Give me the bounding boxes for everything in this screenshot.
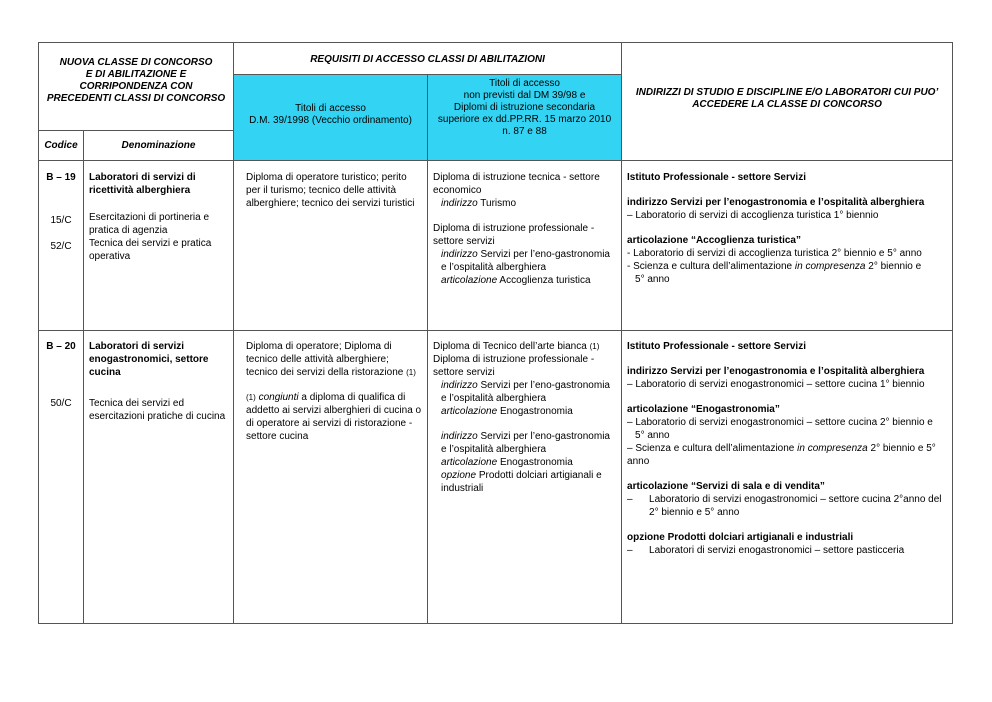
articolazione-item-text: 2° biennio e 5° (867, 443, 936, 454)
indirizzo-item: – Laboratorio di servizi di accoglienza turistica 1° biennio (627, 210, 879, 221)
label-opzione: opzione (441, 470, 477, 481)
diploma-text: Diploma di istruzione professionale - settore servizi (433, 223, 595, 247)
footnote-ref: (1) (246, 393, 256, 402)
articolazione-text: Accoglienza turistica (497, 275, 591, 286)
articolazione-text: Enogastronomia (497, 457, 573, 468)
sala-item (627, 493, 947, 519)
istituto-title: Istituto Professionale - settore Servizi (627, 172, 806, 183)
footnote-ref: (1) (589, 342, 600, 351)
label-articolazione: articolazione (441, 457, 498, 468)
titoli-vecchio-text: Diploma di operatore; Diploma di tecnico delle attività alberghiere; tecnico dei servizi della ristorazione (246, 341, 404, 378)
header-titoli-nuovo-line: n. 87 e 88 (502, 126, 547, 137)
header-titoli-nuovo-line: non previsti dal DM 39/98 e (463, 90, 586, 101)
old-class-code: 50/C (50, 398, 72, 409)
footnote-ref: (1) (406, 368, 416, 377)
compresenza-text: in compresenza (794, 261, 866, 272)
document-table-sheet (38, 42, 952, 624)
table-row (39, 161, 953, 331)
row-indirizzi (622, 161, 953, 331)
old-class-name: Tecnica dei servizi ed esercitazioni pratiche di cucina (89, 398, 226, 422)
header-titoli-vecchio (234, 75, 428, 161)
row-indirizzi (622, 331, 953, 624)
header-nuova-classe-line: CORRIPONDENZA CON (79, 81, 193, 92)
indirizzo-title: indirizzo Servizi per l’enogastronomia e l’ospitalità alberghiera (627, 366, 925, 377)
articolazione-item-text: - Scienza e cultura dell’alimentazione (627, 261, 795, 272)
table-row (39, 331, 953, 624)
old-class-code: 15/C (50, 215, 72, 226)
diploma-text: Diploma di Tecnico dell’arte bianca (433, 341, 587, 352)
row-titoli-nuovo (428, 331, 622, 624)
indirizzo-text: Turismo (477, 198, 517, 209)
class-code: B – 19 (46, 172, 76, 183)
note-text: a diploma di qualifica di addetto ai servizi alberghieri di cucina o di operatore ai servizi di ristorazione - settore cucina (246, 392, 422, 442)
row-denominazioni (84, 161, 234, 331)
istituto-title: Istituto Professionale - settore Servizi (627, 341, 806, 352)
header-titoli-nuovo-line: Diplomi di istruzione secondaria (453, 102, 596, 113)
articolazione-title: articolazione “Enogastronomia” (627, 404, 780, 415)
indirizzo-text: Servizi per l’eno-gastronomia e l’ospitalità alberghiera (441, 380, 610, 404)
header-titoli-nuovo (428, 75, 622, 161)
titoli-vecchio-text: Diploma di operatore turistico; perito per il turismo; tecnico delle attività alberghiere; tecnico dei servizi turistici (246, 172, 415, 209)
header-requisiti-title: REQUISITI DI ACCESSO CLASSI DI ABILITAZIONI (310, 54, 545, 65)
label-indirizzo: indirizzo (441, 249, 478, 260)
row-codes (39, 331, 84, 624)
header-indirizzi-line: ACCEDERE LA CLASSE DI CONCORSO (692, 99, 882, 110)
articolazione-text: Enogastronomia (497, 406, 573, 417)
articolazione-item-cont: 5° anno (635, 430, 670, 441)
header-denominazione (84, 131, 234, 161)
indirizzo-item: – Laboratorio di servizi enogastronomici – settore cucina 1° biennio (627, 379, 925, 390)
opzione-text: Prodotti dolciari artigianali e industriali (441, 470, 602, 494)
label-indirizzo: indirizzo (441, 198, 478, 209)
header-nuova-classe-line: E DI ABILITAZIONE E (85, 69, 187, 80)
old-class-code: 52/C (50, 241, 72, 252)
dash-bullet: – (627, 545, 633, 556)
articolazione-item-text: 2° biennio e (865, 261, 922, 272)
header-codice-label: Codice (44, 140, 78, 151)
row-codes (39, 161, 84, 331)
header-nuova-classe (39, 43, 234, 131)
classi-concorso-table (38, 42, 953, 624)
header-denominazione-label: Denominazione (121, 140, 196, 151)
opzione-item (627, 544, 947, 557)
label-articolazione: articolazione (441, 275, 498, 286)
diploma-text: Diploma di istruzione tecnica - settore economico (433, 172, 600, 196)
class-code: B – 20 (46, 341, 76, 352)
header-codice (39, 131, 84, 161)
header-titoli-nuovo-line: superiore ex dd.PP.RR. 15 marzo 2010 (437, 114, 612, 125)
articolazione-item-text: – Scienza e cultura dell’alimentazione (627, 443, 798, 454)
articolazione-item (627, 442, 947, 455)
header-titoli-vecchio-line: Titoli di accesso (295, 103, 366, 114)
header-indirizzi-line: INDIRIZZI DI STUDIO E DISCIPLINE E/O LABORATORI CUI PUO’ (635, 87, 939, 98)
dash-bullet: – (627, 494, 633, 505)
opzione-item-text: Laboratori di servizi enogastronomici – settore pasticceria (649, 545, 905, 556)
header-nuova-classe-line: PRECEDENTI CLASSI DI CONCORSO (46, 93, 226, 104)
sala-item-text: Laboratorio di servizi enogastronomici – settore cucina 2°anno del 2° biennio e 5° anno (649, 494, 942, 518)
header-indirizzi (622, 43, 953, 161)
sala-title: articolazione “Servizi di sala e di vendita” (627, 481, 825, 492)
indirizzo-title: indirizzo Servizi per l’enogastronomia e l’ospitalità alberghiera (627, 197, 925, 208)
old-class-name: Tecnica dei servizi e pratica operativa (89, 238, 212, 262)
header-titoli-nuovo-line: Titoli di accesso (489, 78, 560, 89)
class-name: Laboratori di servizi di ricettività alberghiera (89, 172, 196, 196)
row-denominazioni (84, 331, 234, 624)
header-titoli-vecchio-line: D.M. 39/1998 (Vecchio ordinamento) (249, 115, 412, 126)
articolazione-item (627, 260, 947, 273)
articolazione-item-cont: anno (627, 456, 650, 467)
compresenza-text: in compresenza (797, 443, 868, 454)
header-requisiti (234, 43, 622, 75)
articolazione-item: – Laboratorio di servizi enogastronomici – settore cucina 2° biennio e (627, 417, 933, 428)
articolazione-title: articolazione “Accoglienza turistica” (627, 235, 801, 246)
label-indirizzo: indirizzo (441, 431, 478, 442)
old-class-name: Esercitazioni di portineria e pratica di agenzia (89, 212, 210, 236)
articolazione-item: - Laboratorio di servizi di accoglienza turistica 2° biennio e 5° anno (627, 248, 922, 259)
row-titoli-vecchio (234, 331, 428, 624)
class-name: Laboratori di servizi enogastronomici, settore cucina (89, 341, 209, 378)
row-titoli-vecchio (234, 161, 428, 331)
diploma-text: Diploma di istruzione professionale - settore servizi (433, 354, 595, 378)
label-articolazione: articolazione (441, 406, 498, 417)
note-italic: congiunti (258, 392, 299, 403)
row-titoli-nuovo (428, 161, 622, 331)
label-indirizzo: indirizzo (441, 380, 478, 391)
indirizzo-text: Servizi per l’eno-gastronomia e l’ospitalità alberghiera (441, 249, 610, 273)
indirizzo-text: Servizi per l’eno-gastronomia e l’ospitalità alberghiera (441, 431, 610, 455)
opzione-title: opzione Prodotti dolciari artigianali e industriali (627, 532, 854, 543)
articolazione-item-cont: 5° anno (635, 274, 670, 285)
header-nuova-classe-line: NUOVA CLASSE DI CONCORSO (59, 57, 213, 68)
